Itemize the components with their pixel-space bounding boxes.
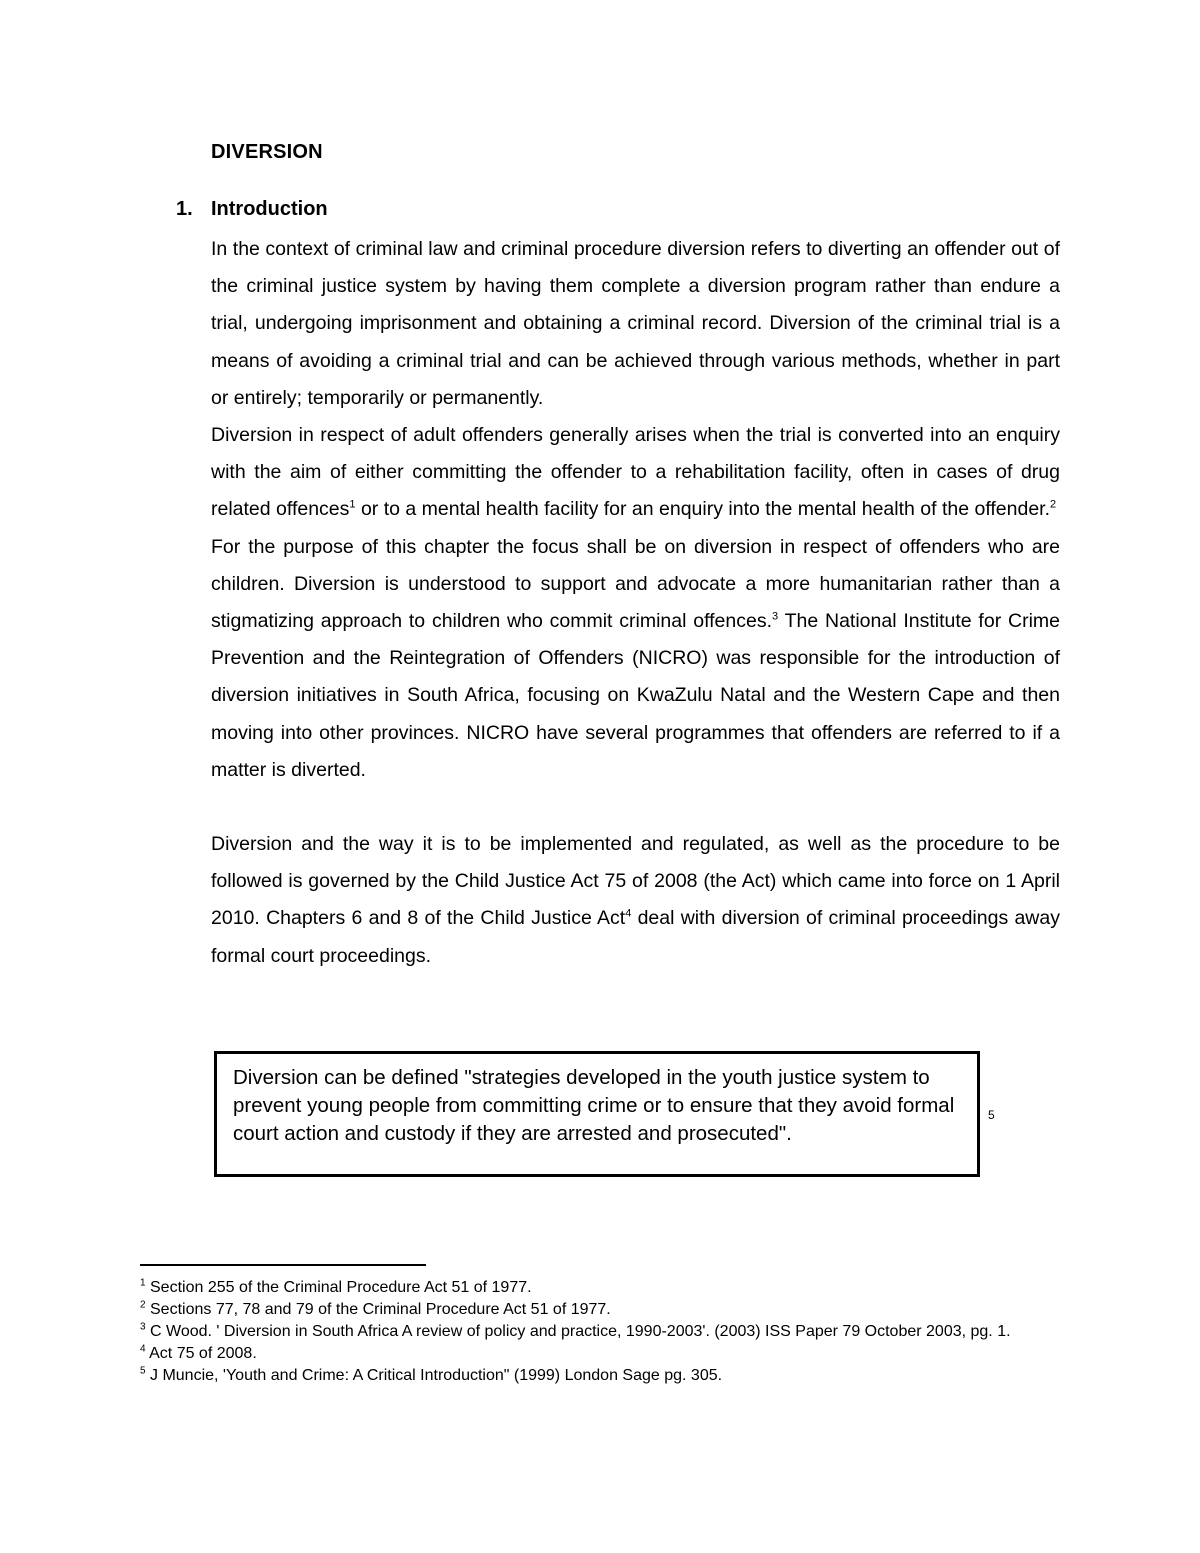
paragraph-text: deal with diversion of criminal proceedings away formal court proceedings.: [211, 907, 1060, 967]
footnote-ref: 2: [1050, 498, 1057, 511]
footnote-ref: 3: [772, 610, 779, 623]
paragraph-adult-offenders: [211, 417, 1060, 529]
footnote-ref: 1: [349, 498, 356, 511]
paragraph-text: or to a mental health facility for an enquiry into the mental health of the offender.: [355, 498, 1051, 521]
callout-text: Diversion can be defined "strategies developed in the youth justice system to prevent young people from committing crime or to ensure that they avoid formal court action and custody if they are arrested and prosecuted".: [233, 1066, 955, 1145]
footnote-mark: 2: [140, 1299, 146, 1311]
footnote-text: Act 75 of 2008.: [145, 1345, 257, 1362]
footnote-mark: 5: [140, 1365, 146, 1377]
footnotes: [140, 1277, 1040, 1387]
document-heading: DIVERSION: [211, 141, 323, 163]
callout-footnote-ref: 5: [988, 1108, 995, 1122]
footnote-mark: 1: [140, 1277, 146, 1289]
footnote-mark: 4: [140, 1343, 146, 1355]
footnote-item: [140, 1321, 1040, 1343]
section-title: [176, 198, 328, 221]
footnote-item: [140, 1365, 1040, 1387]
paragraph-children: [211, 529, 1060, 789]
footnote-mark: 3: [140, 1321, 146, 1333]
footnote-text: J Muncie, 'Youth and Crime: A Critical Introduction" (1999) London Sage pg. 305.: [145, 1367, 723, 1384]
paragraph-text: For the purpose of this chapter the focus shall be on diversion in respect of offenders who are children. Diversion is understood to support and advocate a more humanitarian rather than a stigmatizing approach to children who commit criminal offences.: [211, 535, 1060, 633]
footnote-divider: [140, 1264, 426, 1266]
paragraph-text: The National Institute for Crime Prevention and the Reintegration of Offenders (NICRO) was responsible for the introduction of diversion initiatives in South Africa, focusing on KwaZulu Natal and the Western Cape and then moving into other provinces. NICRO have several programmes that offenders are referred to if a matter is diverted.: [211, 610, 1060, 781]
footnote-text: C Wood. ' Diversion in South Africa A review of policy and practice, 1990-2003'. (2003) ISS Paper 79 October 2003, pg. 1.: [145, 1323, 1011, 1340]
paragraph-definition: In the context of criminal law and criminal procedure diversion refers to diverting an offender out of the criminal justice system by having them complete a diversion program rather than endure a trial, undergoing imprisonment and obtaining a criminal record. Diversion of the criminal trial is a means of avoiding a criminal trial and can be achieved through various methods, whether in part or entirely; temporarily or permanently.: [211, 238, 1060, 409]
footnote-text: Section 255 of the Criminal Procedure Act 51 of 1977.: [145, 1279, 532, 1296]
body-text: [211, 231, 1060, 975]
paragraph-text: Diversion and the way it is to be implemented and regulated, as well as the procedure to be followed is governed by the Child Justice Act 75 of 2008 (the Act) which came into force on 1 April 2010. Chapters 6 and 8 of the Child Justice Act: [211, 833, 1060, 930]
section-number: 1.: [176, 198, 193, 220]
paragraph-text: Diversion in respect of adult offenders generally arises when the trial is converted into an enquiry with the aim of either committing the offender to a rehabilitation facility, often in cases of drug related offences: [211, 424, 1060, 521]
footnote-item: [140, 1277, 1040, 1299]
definition-callout-box: [214, 1051, 980, 1177]
section-title-text: Introduction: [211, 198, 328, 220]
footnote-text: Sections 77, 78 and 79 of the Criminal Procedure Act 51 of 1977.: [145, 1301, 611, 1318]
footnote-ref: 4: [625, 907, 632, 920]
footnote-item: [140, 1343, 1040, 1365]
paragraph-child-justice-act: [211, 826, 1060, 975]
footnote-item: [140, 1299, 1040, 1321]
